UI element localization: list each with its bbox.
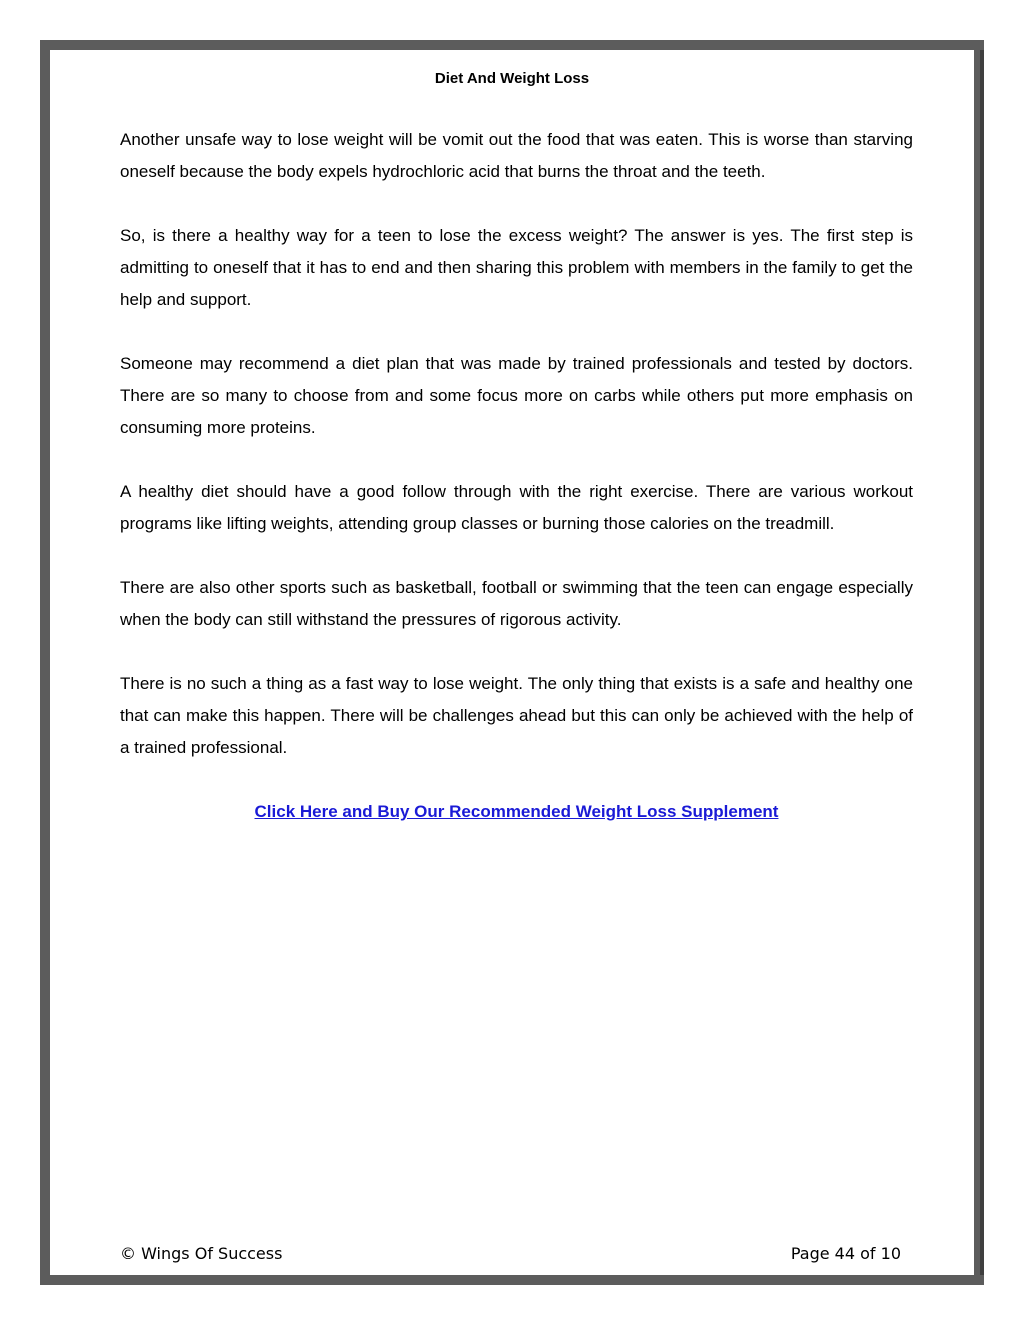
page-number: Page 44 of 10 [790,1244,901,1263]
page-footer [120,1244,901,1263]
page-frame [40,40,984,1285]
body-content [120,124,913,828]
buy-supplement-link[interactable]: Click Here and Buy Our Recommended Weight Loss Supplement [254,802,779,821]
paragraph: There are also other sports such as basketball, football or swimming that the teen can engage especially when the body can still withstand the pressures of rigorous activity. [120,578,913,629]
paragraph: A healthy diet should have a good follow through with the right exercise. There are various workout programs like lifting weights, attending group classes or burning those calories on the treadmill. [120,482,913,533]
paragraph: So, is there a healthy way for a teen to lose the excess weight? The answer is yes. The first step is admitting to oneself that it has to end and then sharing this problem with members in the family to get the help and support. [120,226,913,309]
cta-container [120,796,913,828]
frame-shadow-edge [980,50,984,1275]
paragraph: There is no such a thing as a fast way to lose weight. The only thing that exists is a safe and healthy one that can make this happen. There will be challenges ahead but this can only be achieved with the help of a trained professional. [120,674,913,757]
paragraph: Another unsafe way to lose weight will be vomit out the food that was eaten. This is worse than starving oneself because the body expels hydrochloric acid that burns the throat and the teeth. [120,130,913,181]
copyright-text: © Wings Of Success [120,1244,283,1263]
paragraph: Someone may recommend a diet plan that was made by trained professionals and tested by doctors. There are so many to choose from and some focus more on carbs while others put more emphasis on consuming more proteins. [120,354,913,437]
running-header: Diet And Weight Loss [434,70,590,87]
